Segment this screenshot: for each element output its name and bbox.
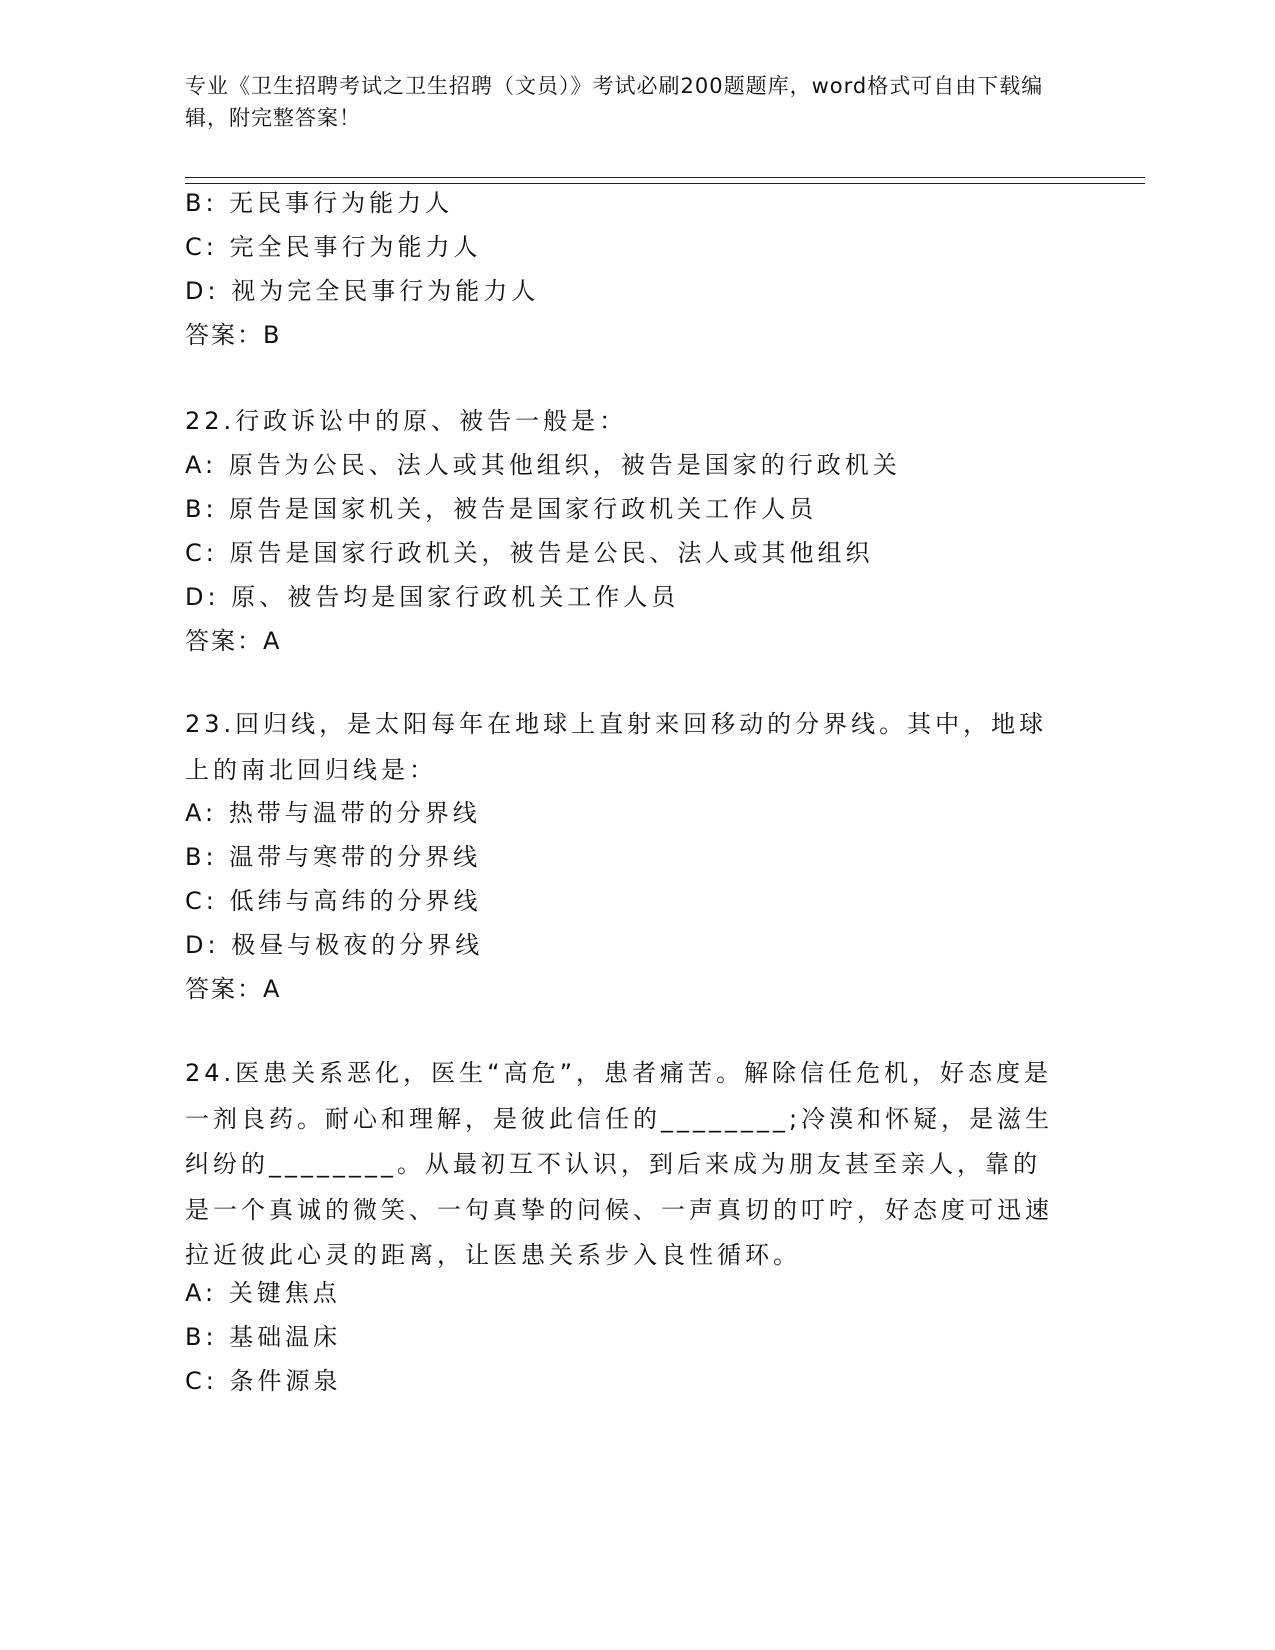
q23-option-d: D: 极昼与极夜的分界线 bbox=[185, 931, 484, 959]
q22-option-d: D: 原、被告均是国家行政机关工作人员 bbox=[185, 583, 680, 611]
q22-answer: 答案：A bbox=[185, 627, 282, 655]
q24-option-c: C: 条件源泉 bbox=[185, 1367, 342, 1395]
q23-option-c: C: 低纬与高纬的分界线 bbox=[185, 887, 482, 915]
q24-option-a: A: 关键焦点 bbox=[185, 1279, 341, 1307]
q21-option-b: B: 无民事行为能力人 bbox=[185, 189, 454, 217]
q22-option-c: C: 原告是国家行政机关，被告是公民、法人或其他组织 bbox=[185, 539, 874, 567]
q21-option-c: C: 完全民事行为能力人 bbox=[185, 233, 482, 261]
q23-stem: 23.回归线，是太阳每年在地球上直射来回移动的分界线。其中，地球上的南北回归线是： bbox=[185, 710, 1048, 784]
q23-option-b: B: 温带与寒带的分界线 bbox=[185, 843, 482, 871]
q23-option-a: A: 热带与温带的分界线 bbox=[185, 799, 481, 827]
q21-answer: 答案：B bbox=[185, 321, 282, 349]
q24-option-b: B: 基础温床 bbox=[185, 1323, 342, 1351]
q21-option-d: D: 视为完全民事行为能力人 bbox=[185, 277, 540, 305]
q22-option-b: B: 原告是国家机关，被告是国家行政机关工作人员 bbox=[185, 495, 818, 523]
page-header-text: 专业《卫生招聘考试之卫生招聘（文员）》考试必刷200题题库，word格式可自由下载编辑，附完整答案！ bbox=[185, 74, 1044, 130]
q23-answer: 答案：A bbox=[185, 975, 282, 1003]
q24-stem: 24.医患关系恶化，医生“高危”，患者痛苦。解除信任危机，好态度是一剂良药。耐心和理解，是彼此信任的________;冷漠和怀疑，是滋生纠纷的________。从最初互不认识，到后来成为朋友甚至亲人，靠的是一个真诚的微笑、一句真挚的问候、一声真切的叮咛，好态度可迅速拉近彼此心灵的距离，让医患关系步入良性循环。 bbox=[185, 1059, 1054, 1269]
header-rule-top bbox=[185, 177, 1145, 178]
q22-stem: 22.行政诉讼中的原、被告一般是： bbox=[185, 407, 628, 435]
header-rule-bottom bbox=[185, 183, 1145, 184]
q22-option-a: A: 原告为公民、法人或其他组织，被告是国家的行政机关 bbox=[185, 451, 901, 479]
